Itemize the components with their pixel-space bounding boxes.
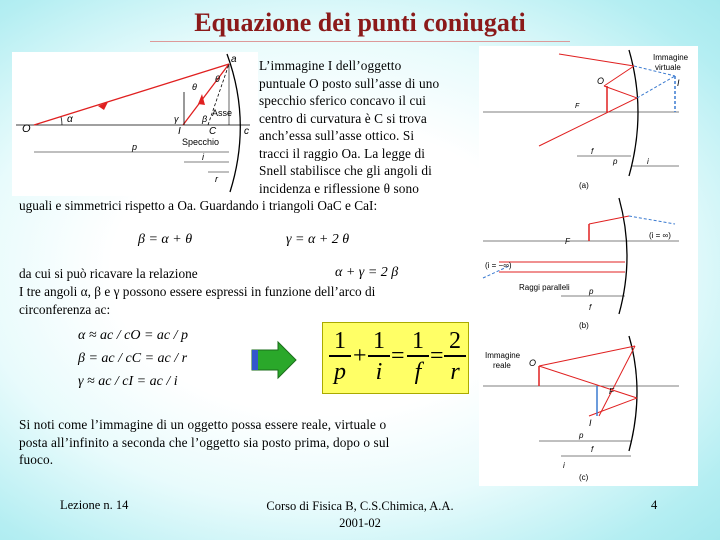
paragraph-conclusion [19,416,469,469]
frac2-num: 1 [368,327,390,357]
case-b-caption: (b) [579,321,589,330]
label-r: r [215,174,218,184]
case-a-title-2: virtuale [655,63,681,72]
label-specchio: Specchio [182,137,220,147]
case-a-virtual-image [483,50,689,190]
mirror-cases-figure [479,46,698,486]
footer-course-line1: Corso di Fisica B, C.S.Chimica, A.A. [266,499,454,513]
case-b-f: f [589,303,592,312]
frac2-den: i [375,359,383,385]
mirror-equation-box: $\frac{1}{p}$ + $\frac{1}{i}$ = $\frac{1}{f}$ = $\frac{2}{r}$ [322,322,469,394]
case-c-title-2: reale [493,361,511,370]
case-c-title-1: Immagine [485,351,521,360]
paragraph-intro [259,57,469,197]
mirror-geometry-figure [12,52,258,196]
incident-ray [34,64,229,125]
intro-last-line: uguali e simmetrici rispetto a Oa. Guardando i triangoli OaC e CaI: [19,198,378,213]
label-p: p [132,142,138,152]
approx-gamma: γ ≈ ac / cI = ac / i [78,374,178,389]
case-c-O: O [529,358,537,368]
case-c-caption: (c) [579,473,589,482]
alpha-arc [61,117,62,125]
case-a-p: p [613,157,618,166]
approx-alpha: α ≈ ac / cO = ac / p [78,328,189,343]
conclusion-line: Si noti come l’immagine di un oggetto possa essere reale, virtuale o [19,417,387,432]
angles-sentence: I tre angoli α, β e γ possono essere espressi in funzione dell’arco di [19,284,376,299]
case-b-parallel-rays [483,198,679,330]
footer-lecture: Lezione n. 14 [60,498,129,512]
label-C: C [209,126,217,137]
case-b-F: F [565,237,570,246]
equation-beta: β = α + θ [138,232,193,247]
page-number: 4 [651,498,658,512]
case-c-real-image [483,336,679,482]
case-c-i: i [563,461,565,470]
mirror-cases-svg [479,46,698,486]
intro-line: specchio sferico concavo il cui [259,93,427,108]
case-b-iinf: (i = ∞) [649,231,671,240]
frac4-den: r [450,359,460,385]
frac1-den: p [334,359,346,385]
approx-beta: β = ac / cC = ac / r [78,351,188,366]
label-asse: Asse [212,108,233,118]
case-c-F: F [609,387,614,396]
ray-arrowhead [198,94,205,105]
arrow-right-icon [250,340,298,380]
label-c: c [244,126,249,137]
case-c-p: p [579,431,584,440]
case-a-I: I [677,78,680,88]
title-underline [150,41,570,42]
frac3-num: 1 [407,327,429,357]
case-a-F: F [575,103,580,110]
label-gamma: γ [174,114,179,124]
mirror-geometry-svg [12,52,258,196]
label-theta1: θ [192,82,197,92]
footer-course [250,498,470,532]
frac3-den: f [414,359,422,385]
case-b-paralleli: Raggi paralleli [519,283,570,292]
label-alpha: α [67,114,73,125]
case-a-O: O [597,76,605,86]
intro-line: puntuale O posto sull’asse di uno [259,75,440,91]
label-a: a [231,54,237,65]
equation-gamma: γ = α + 2 θ [286,232,350,247]
intro-line: Snell stabilisce che gli angoli di [259,163,432,178]
frac4-num: 2 [444,327,466,357]
case-a-caption: (a) [579,181,589,190]
frac1-num: 1 [329,327,351,357]
slide-title: Equazione dei punti coniugati [194,8,526,37]
label-i: i [202,152,204,162]
intro-line: anch’essa sull’asse ottico. Si [259,128,415,143]
case-a-title-1: Immagine [653,53,689,62]
angles-sentence-end: circonferenza ac: [19,302,111,317]
case-b-p: p [589,287,594,296]
case-a-f: f [591,147,594,156]
conclusion-line: fuoco. [19,452,54,467]
conclusion-line: posta all’infinito a seconda che l’oggetto sia posto prima, dopo o sul [19,434,390,450]
relation-equation: α + γ = 2 β [335,265,399,280]
intro-line: incidenza e riflessione θ sono [259,180,420,196]
case-b-pinf: (i = −∞) [485,261,512,270]
label-theta2: θ [215,74,220,84]
case-c-I: I [589,418,592,428]
label-beta: β [202,114,208,124]
label-O: O [22,123,31,135]
intro-line: tracci il raggio Oa. La legge di [259,145,426,161]
footer-course-line2: 2001-02 [339,516,381,530]
intro-line: L’immagine I dell’oggetto [259,58,402,73]
case-a-i: i [647,157,649,166]
intro-line: centro di curvatura è C si trova [259,110,427,126]
label-I: I [178,126,181,137]
relation-intro: da cui si può ricavare la relazione [19,266,198,281]
case-c-f: f [591,445,594,454]
